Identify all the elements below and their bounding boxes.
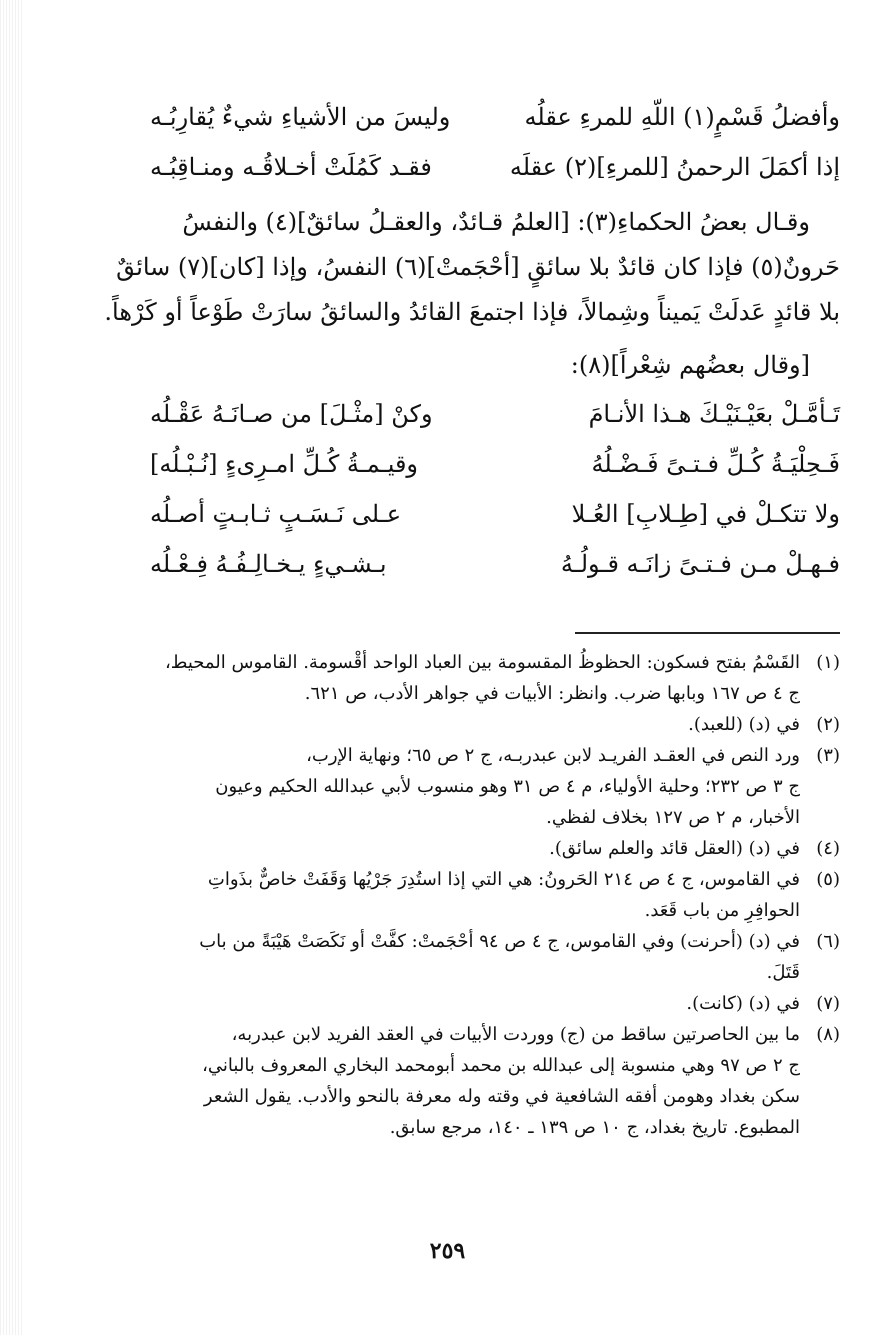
- verse-first-hemistich: إذا أكمَلَ الرحمنُ [للمرءِ](٢) عقلَه: [509, 153, 840, 181]
- footnote-text: [150, 864, 800, 926]
- footnote: [150, 709, 840, 740]
- prose-paragraph: [104, 200, 840, 335]
- poem-heading: [وقال بعضُهم شِعْراً](٨):: [570, 351, 810, 379]
- scan-edge: [0, 0, 22, 1335]
- footnote-line: ج ٤ ص ١٦٧ وبابها ضرب. وانظر: الأبيات في جواهر الأدب، ص ٦٢١.: [304, 683, 800, 704]
- verse-line: [150, 142, 840, 192]
- footnote-line: ج ٣ ص ٢٣٢؛ وحلية الأولياء، م ٤ ص ٣١ وهو منسوب لأبي عبدالله الحكيم وعيون: [215, 776, 800, 797]
- footnote: [150, 988, 840, 1019]
- footnote-line: سكن بغداد وهومن أفقه الشافعية في وقته وله معرفة بالنحو والأدب. يقول الشعر: [203, 1086, 800, 1107]
- footnote-line: في القاموس، ج ٤ ص ٢١٤ الحَرونُ: هي التي إذا استُدِرَ جَرْيُها وَقَفَتْ خاصٌّ بذَواتِ: [207, 869, 800, 890]
- footnote-line: في (د) (أحرنت) وفي القاموس، ج ٤ ص ٩٤ أحْجَمتْ: كفَّتْ أو نَكَصَتْ هَيْبَةً من باب: [199, 931, 800, 952]
- verse-second-hemistich: وكنْ [مثْـلَ] من صـانَـهُ عَقْـلُه: [150, 400, 433, 428]
- verse-second-hemistich: بـشـيءٍ يـخـالِـفُـهُ فِـعْـلُه: [150, 550, 387, 578]
- footnote-line: ج ٢ ص ٩٧ وهي منسوبة إلى عبدالله بن محمد أبومحمد البخاري المعروف بالباني،: [202, 1055, 800, 1076]
- footnote-number: (٥): [816, 869, 840, 890]
- verse-line: [150, 439, 840, 489]
- footnotes: [150, 647, 840, 1143]
- footnote-text: [150, 647, 800, 709]
- verse-first-hemistich: تَـأمَّـلْ بعَيْـنَيْـكَ هـذا الأنـامَ: [588, 400, 840, 428]
- verse-first-hemistich: فـهـلْ مـن فـتـىً زانَـه قـولُـهُ: [560, 550, 840, 578]
- footnote-line: الحوافِرِ من باب قَعَد.: [644, 900, 800, 921]
- verse-second-hemistich: وليسَ من الأشياءِ شيءٌ يُقارِبُـه: [150, 103, 451, 131]
- footnote: [150, 864, 840, 926]
- verses-top: [150, 92, 840, 192]
- verse-line: [150, 389, 840, 439]
- footnote-number: (٤): [816, 838, 840, 859]
- footnote-line: ما بين الحاصرتين ساقط من (ج) ووردت الأبيات في العقد الفريد لابن عبدربه،: [231, 1024, 800, 1045]
- verse-first-hemistich: ولا تتكـلْ في [طِـلابِ] العُـلا: [571, 500, 840, 528]
- footnote-number: (٣): [816, 745, 840, 766]
- footnote-text: [150, 740, 800, 833]
- prose-line: وقـال بعضُ الحكماءِ(٣): [العلمُ قـائدٌ، والعقـلُ سائقٌ](٤) والنفسُ: [182, 208, 810, 236]
- verse-second-hemistich: عـلى نَـسَـبٍ ثـابـتٍ أصـلُه: [150, 500, 402, 528]
- footnote-divider: [575, 632, 840, 634]
- footnote-line: في (د) (العقل قائد والعلم سائق).: [549, 838, 800, 859]
- page-body: [104, 92, 840, 1138]
- footnote-line: الأخبار، م ٢ ص ١٢٧ بخلاف لفظي.: [546, 807, 800, 828]
- footnote-text: [150, 709, 800, 740]
- footnote: [150, 1019, 840, 1143]
- prose-line: حَرونٌ(٥) فإذا كان قائدٌ بلا سائقٍ [أحْجَمتْ](٦) النفسُ، وإذا [كان](٧) سائقٌ: [116, 253, 840, 281]
- footnote-line: القَسْمُ بفتح فسكون: الحظوظُ المقسومة بين العباد الواحد أقْسومة. القاموس المحيط،: [164, 652, 800, 673]
- footnote-number: (٢): [816, 714, 840, 735]
- prose-line: بلا قائدٍ عَدلَتْ يَميناً وشِمالاً، فإذا اجتمعَ القائدُ والسائقُ سارَتْ طَوْعاً أو كَرْهاً.: [104, 298, 840, 326]
- footnote-number: (١): [816, 652, 840, 673]
- footnote-line: ورد النص في العقـد الفريـد لابن عبدربـه، ج ٢ ص ٦٥؛ ونهاية الإرب،: [306, 745, 800, 766]
- footnote: [150, 833, 840, 864]
- verse-second-hemistich: وقيـمـةُ كُـلِّ امـرِىءٍ [نُـبْـلُه]: [150, 450, 419, 478]
- footnote-line: في (د) (للعبد).: [688, 714, 800, 735]
- footnote: [150, 647, 840, 709]
- footnote-number: (٨): [816, 1024, 840, 1045]
- verse-first-hemistich: وأفضلُ قَسْمٍ(١) اللّهِ للمرءِ عقلُه: [524, 103, 840, 131]
- verse-second-hemistich: فقـد كَمُلَتْ أخـلاقُـه ومنـاقِبُـه: [150, 153, 432, 181]
- footnote: [150, 926, 840, 988]
- verse-line: [150, 92, 840, 142]
- verse-first-hemistich: فَـحِلْيَـةُ كُـلِّ فـتـىً فَـضْـلُهُ: [591, 450, 840, 478]
- footnote-number: (٧): [816, 993, 840, 1014]
- footnote-number: (٦): [816, 931, 840, 952]
- footnote-line: قَتَلَ.: [766, 962, 800, 983]
- verse-line: [150, 539, 840, 589]
- footnote-text: [150, 926, 800, 988]
- footnote-line: المطبوع. تاريخ بغداد، ج ١٠ ص ١٣٩ ـ ١٤٠، مرجع سابق.: [389, 1117, 800, 1138]
- verse-line: [150, 489, 840, 539]
- footnote: [150, 740, 840, 833]
- footnote-text: [150, 833, 800, 864]
- footnote-line: في (د) (كانت).: [686, 993, 800, 1014]
- page-number: ٢٥٩: [429, 1238, 466, 1264]
- verses-bottom: [150, 389, 840, 589]
- footnote-text: [150, 1019, 800, 1143]
- footnote-text: [150, 988, 800, 1019]
